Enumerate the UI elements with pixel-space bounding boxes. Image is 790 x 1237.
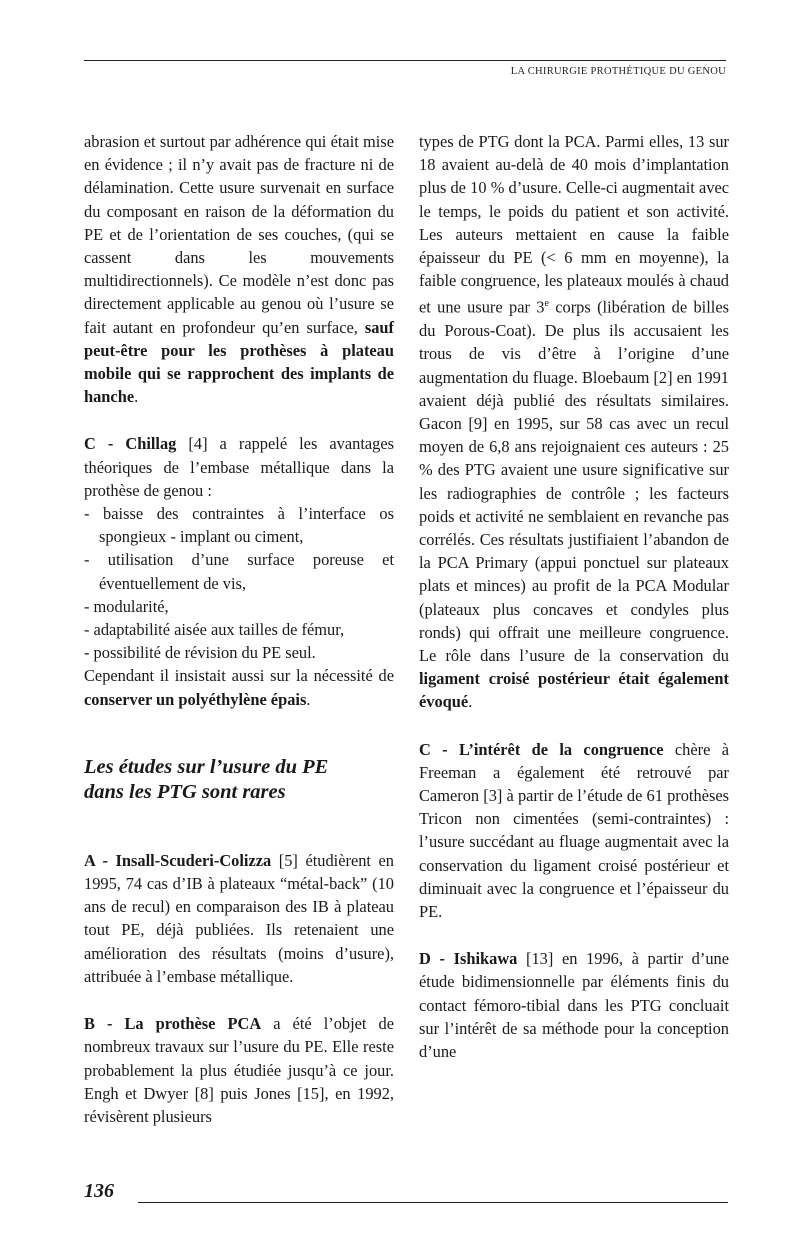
section-d-label: D - Ishikawa — [419, 949, 518, 969]
heading-line-2: dans les PTG sont rares — [84, 780, 286, 803]
section-c-congruence — [419, 738, 729, 924]
left-p1-bold: sauf peut-être pour les prothèses à plateau mobile qui se rapprochent des implants de hanche — [84, 317, 394, 407]
section-c-chillag — [84, 432, 394, 502]
page-number: 136 — [84, 1180, 114, 1202]
right-p1-text-b: corps (libération de billes du Porous-Coat). De plus ils accusaient les trous de vis d’être à l’origine d’une augmentation du fluage. Bloebaum [2] en 1991 avaient déjà publié des résultats similaires. Gacon [9] en 1995, sur 58 cas avec un recul moyen de 6,8 ans rejoignaient ces auteurs : 25 % des PTG avaient une usure significative sur les radiographies de contrôle ; les facteurs poids et activité ne semblaient en revanche pas corrélés. Ces résultats justifiaient l’abandon de la PCA Primary (appui ponctuel sur plateaux plats et minces) au profit de la PCA Modular (plateaux plus concaves et condyles plus ronds) qui offrait une meilleure congruence. Le rôle dans l’usure de la conservation du — [419, 297, 729, 665]
right-p1-text-a: types de PTG dont la PCA. Parmi elles, 13 sur 18 avaient au-delà de 40 mois d’implantation plus de 10 % d’usure. Celle-ci augmentait avec le temps, le poids du patient et son activité. Les auteurs mettaient en cause la faible épaisseur du PE (< 6 mm en moyenne), la faible congruence, les plateaux moulés à chaud et une usure par 3 — [419, 132, 729, 317]
section-a-label: A - Insall-Scuderi-Colizza — [84, 850, 272, 870]
section-b-text: a été l’objet de nombreux travaux sur l’usure du PE. Elle reste probablement la plus étudiée jusqu’à ce jour. Engh et Dwyer [8] puis Jones [15], en 1992, révisèrent plusieurs — [84, 1014, 395, 1126]
section-c-text: [4] a rappelé les avantages théoriques de l’embase métallique dans la prothèse de genou : — [84, 434, 394, 500]
left-column — [84, 130, 394, 1128]
heading-line-1: Les études sur l’usure du PE — [84, 755, 329, 778]
section-heading — [84, 755, 394, 805]
left-p1-end: . — [134, 387, 139, 407]
list-item: - adaptabilité aisée aux tailles de fémur, — [84, 620, 345, 640]
section-d-ishikawa — [419, 947, 729, 1063]
list-item: - possibilité de révision du PE seul. — [84, 643, 316, 663]
section-c-end-dot: . — [306, 689, 311, 709]
left-p1-text: abrasion et surtout par adhérence qui était mise en évidence ; il n’y avait pas de fracture ni de délamination. Cette usure survenait en surface du composant en raison de la déformation du PE et de l’orientation de ses couches, (qui se cassent dans les mouvements multidirectionnels). Ce modèle n’est donc pas directement applicable au genou où l’usure se fait autant en profondeur qu’en surface, — [84, 132, 394, 337]
section-b-label: B - La prothèse PCA — [84, 1014, 262, 1034]
footer-rule — [138, 1202, 728, 1203]
section-a-text: [5] étudièrent en 1995, 74 cas d’IB à plateaux “métal-back” (10 ans de recul) en comparaison des IB à plateau tout PE, déjà publiées. Ils retenaient une amélioration des résultats (moins d’usure), attribuée à l’embase métallique. — [84, 850, 395, 986]
left-paragraph-1 — [84, 130, 394, 408]
section-d-text: [13] en 1996, à partir d’une étude bidimensionnelle par éléments finis du contact fémoro-tibial dans les PTG concluait sur l’intérêt de sa méthode pour la conception d’une — [419, 949, 729, 1061]
running-header: LA CHIRURGIE PROTHÉTIQUE DU GENOU — [510, 66, 726, 77]
section-c-congruence-text: chère à Freeman a également été retrouvé par Cameron [3] à partir de l’étude de 61 prothèses Tricon non cimentées (semi-contraintes) : l’usure succédant au fluage augmentait avec la conservation du ligament croisé postérieur et diminuait avec la congruence et l’épaisseur du PE. — [419, 739, 729, 921]
right-paragraph-1 — [419, 130, 729, 714]
section-c-end-bold: conserver un polyéthylène épais — [84, 689, 307, 709]
section-b-pca — [84, 1012, 394, 1128]
list-item: - modularité, — [84, 596, 169, 616]
list-item: - baisse des contraintes à l’interface os spongieux - implant ou ciment, — [84, 504, 394, 547]
right-p1-bold: ligament croisé postérieur était également évoqué — [419, 669, 729, 712]
right-column — [419, 130, 729, 1063]
header-rule — [84, 60, 726, 61]
section-c-conclusion — [84, 664, 394, 710]
section-c-congruence-label: C - L’intérêt de la congruence — [419, 739, 664, 759]
section-c-end-text: Cependant il insistait aussi sur la nécessité de — [84, 666, 394, 686]
section-c-label: C - Chillag — [84, 434, 177, 454]
list-item: - utilisation d’une surface poreuse et éventuellement de vis, — [84, 550, 394, 593]
section-a-insall — [84, 849, 394, 988]
right-p1-superscript: e — [544, 298, 549, 310]
right-p1-end: . — [468, 692, 473, 712]
advantages-list — [84, 502, 394, 664]
